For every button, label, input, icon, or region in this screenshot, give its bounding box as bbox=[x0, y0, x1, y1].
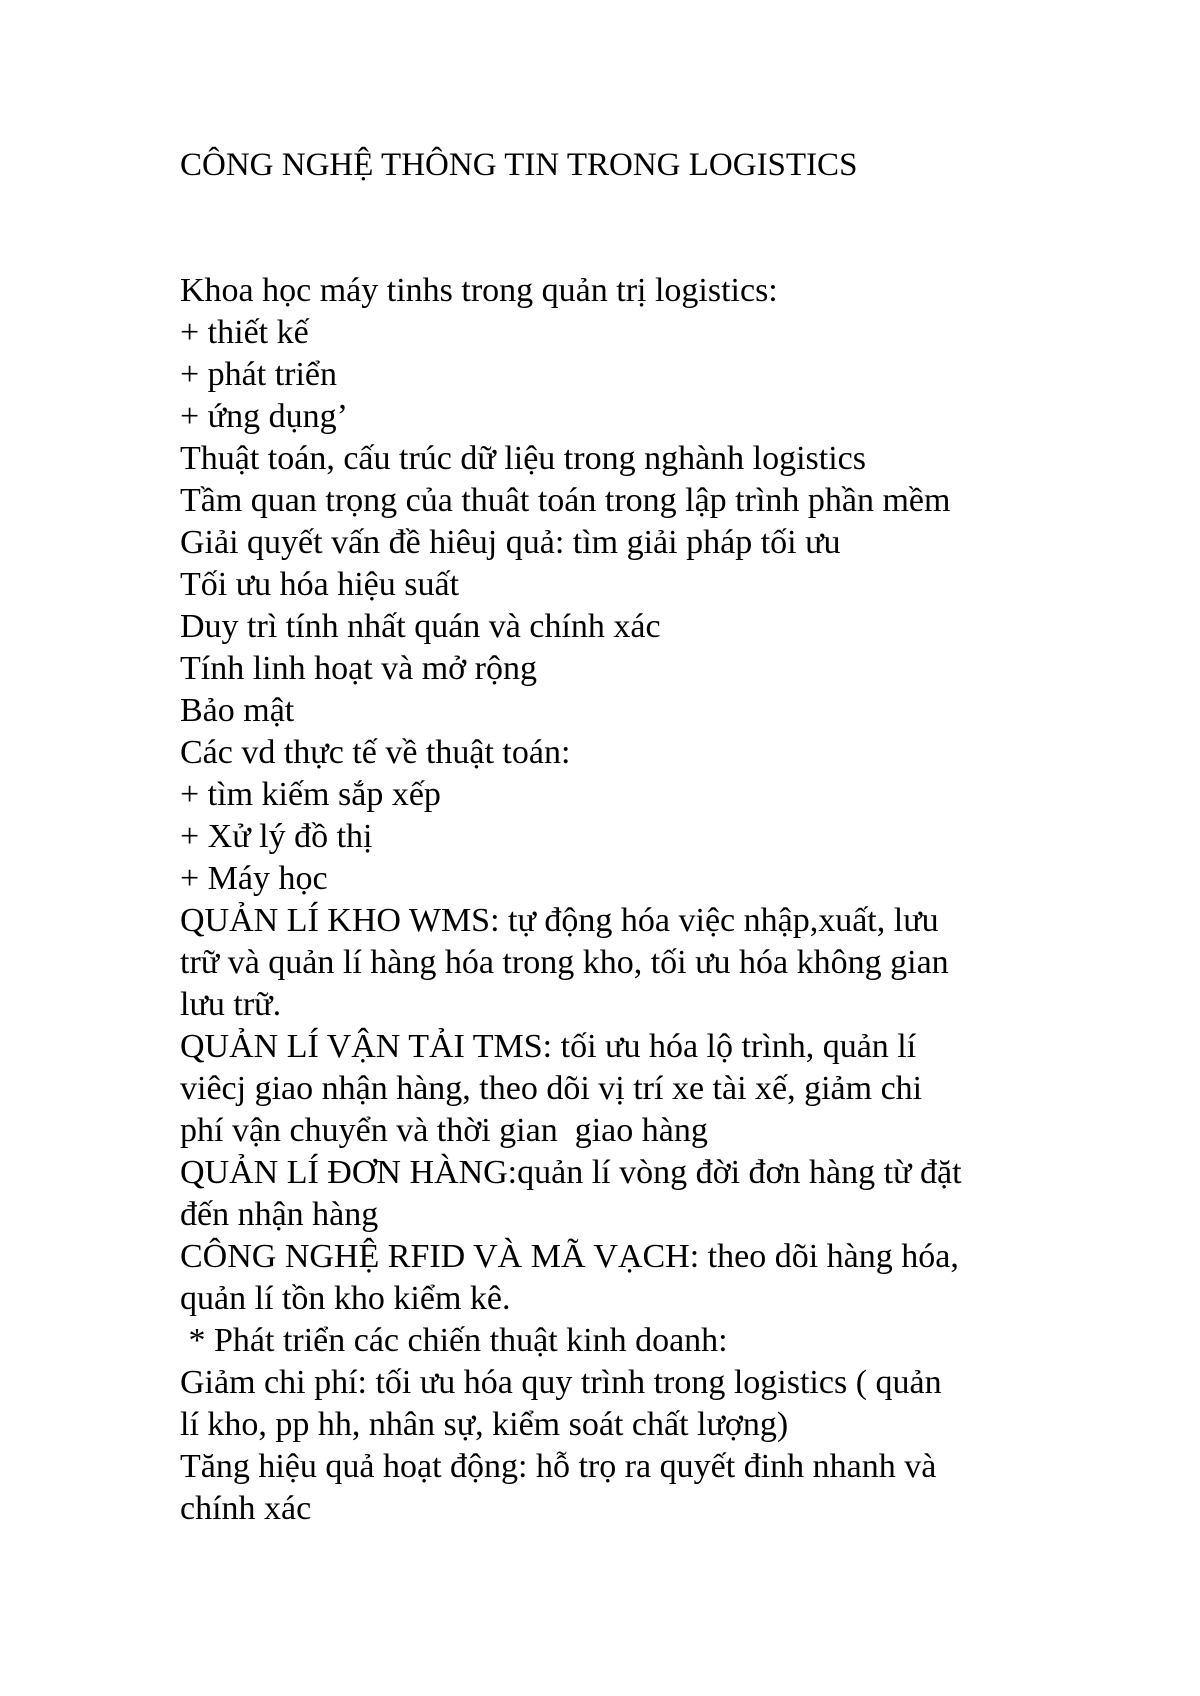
text-line: CÔNG NGHỆ RFID VÀ MÃ VẠCH: theo dõi hàng hóa, bbox=[180, 1238, 959, 1275]
text-line: Tối ưu hóa hiệu suất bbox=[180, 566, 460, 603]
text-line: QUẢN LÍ KHO WMS: tự động hóa việc nhập,xuất, lưu bbox=[180, 902, 939, 939]
text-line: trữ và quản lí hàng hóa trong kho, tối ưu hóa không gian bbox=[180, 944, 949, 981]
text-line: phí vận chuyển và thời gian giao hàng bbox=[180, 1112, 708, 1149]
document-body bbox=[180, 270, 1040, 1530]
text-line: lưu trữ. bbox=[180, 986, 282, 1023]
text-line: Tính linh hoạt và mở rộng bbox=[180, 650, 537, 687]
text-line: Thuật toán, cấu trúc dữ liệu trong nghành logistics bbox=[180, 440, 866, 477]
text-line: * Phát triển các chiến thuật kinh doanh: bbox=[180, 1322, 728, 1359]
text-line: lí kho, pp hh, nhân sự, kiểm soát chất lượng) bbox=[180, 1406, 789, 1443]
text-line: + phát triển bbox=[180, 356, 338, 393]
text-line: Tăng hiệu quả hoạt động: hỗ trọ ra quyết đinh nhanh và bbox=[180, 1448, 937, 1485]
text-line: viêcj giao nhận hàng, theo dõi vị trí xe tài xế, giảm chi bbox=[180, 1070, 923, 1107]
text-line: quản lí tồn kho kiểm kê. bbox=[180, 1280, 511, 1317]
text-line: Khoa học máy tinhs trong quản trị logistics: bbox=[180, 272, 778, 309]
document-title: CÔNG NGHỆ THÔNG TIN TRONG LOGISTICS bbox=[180, 147, 858, 183]
text-line: + thiết kế bbox=[180, 314, 309, 351]
text-line: Duy trì tính nhất quán và chính xác bbox=[180, 608, 661, 645]
text-line: Bảo mật bbox=[180, 692, 295, 729]
text-line: Giải quyết vấn đề hiêuj quả: tìm giải pháp tối ưu bbox=[180, 524, 841, 561]
text-line: + Xử lý đồ thị bbox=[180, 818, 373, 855]
text-line: Các vd thực tế về thuật toán: bbox=[180, 734, 571, 771]
text-line: Tầm quan trọng của thuât toán trong lập trình phần mềm bbox=[180, 482, 951, 519]
text-line: đến nhận hàng bbox=[180, 1196, 379, 1233]
text-line: + tìm kiếm sắp xếp bbox=[180, 776, 441, 813]
text-line: QUẢN LÍ ĐƠN HÀNG:quản lí vòng đời đơn hàng từ đặt bbox=[180, 1154, 962, 1191]
text-line: + ứng dụng’ bbox=[180, 398, 348, 435]
text-line: chính xác bbox=[180, 1490, 312, 1527]
text-line: Giảm chi phí: tối ưu hóa quy trình trong logistics ( quản bbox=[180, 1364, 942, 1401]
text-line: + Máy học bbox=[180, 860, 328, 897]
text-line: QUẢN LÍ VẬN TẢI TMS: tối ưu hóa lộ trình, quản lí bbox=[180, 1028, 917, 1065]
